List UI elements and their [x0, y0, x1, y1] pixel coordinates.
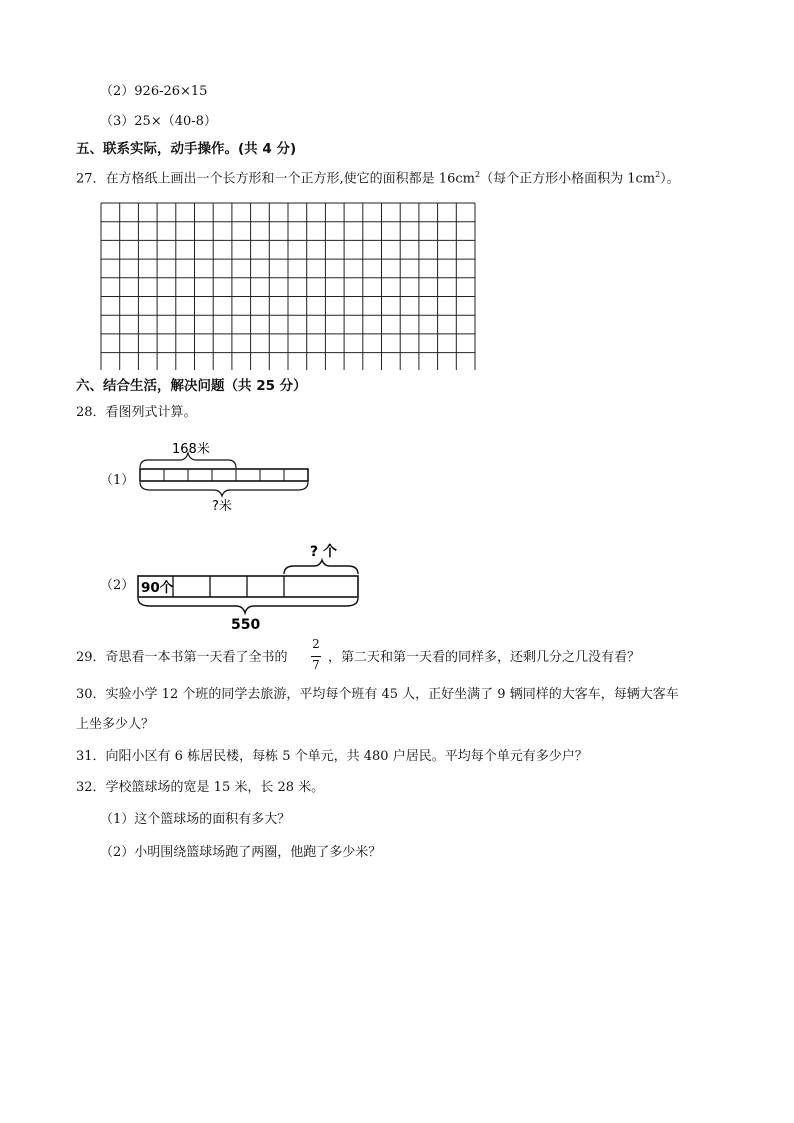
diagram-2-total: 550 — [231, 617, 261, 633]
question-27 — [76, 166, 680, 188]
diagram-2-top-brace — [284, 560, 358, 574]
superscript-2: 2 — [474, 170, 481, 179]
diagram-2-first-cell: 90个 — [141, 580, 174, 596]
question-31: 31．向阳小区有 6 栋居民楼，每栋 5 个单元，共 480 户居民。平均每个单元有多少户？ — [76, 749, 588, 764]
question-27-end: ）。 — [660, 171, 680, 187]
fraction-denominator: 7 — [312, 658, 320, 672]
question-30-line-2: 上坐多少人？ — [76, 717, 155, 732]
question-28: 28．看图列式计算。 — [76, 405, 197, 420]
calc-item-2: （2）926-26×15 — [100, 84, 208, 99]
diagram-2-bottom-brace — [138, 598, 358, 613]
question-30-line-1: 30．实验小学 12 个班的同学去旅游，平均每个班有 45 人，正好坐满了 9 辆同样的大客车，每辆大客车 — [76, 687, 679, 702]
section-5-heading: 五、联系实际，动手操作。(共 4 分) — [76, 141, 297, 157]
question-32: 32．学校篮球场的宽是 15 米，长 28 米。 — [76, 780, 325, 795]
question-32-part-2: （2）小明围绕篮球场跑了两圈，他跑了多少米？ — [100, 845, 382, 860]
question-32-part-1: （1）这个篮球场的面积有多大？ — [100, 812, 291, 827]
fraction-bar — [311, 656, 321, 657]
question-29-text: 29．奇思看一本书第一天看了全书的 — [76, 650, 288, 665]
question-27-note: （每个正方形小格面积为 1cm — [480, 171, 656, 187]
diagram-1-bottom-value: ?米 — [212, 499, 232, 514]
calc-item-3: （3）25×（40-8） — [100, 114, 217, 129]
line-segment-diagram-1 — [130, 436, 320, 516]
diagram-1-bar — [140, 469, 308, 481]
diagram-2-label: （2） — [100, 578, 135, 593]
diagram-2-top-value: ? 个 — [310, 544, 337, 560]
fraction-numerator: 2 — [312, 637, 320, 651]
diagram-1-bottom-brace — [140, 482, 308, 496]
superscript-2b: 2 — [655, 170, 661, 179]
section-6-heading: 六、结合生活，解决问题（共 25 分） — [76, 378, 307, 394]
diagram-1-top-value: 168米 — [172, 442, 210, 457]
diagram-1-label: （1） — [100, 473, 135, 488]
question-27-text: 27．在方格纸上画出一个长方形和一个正方形,使它的面积都是 16cm — [76, 171, 475, 187]
line-segment-diagram-2 — [128, 538, 368, 634]
question-29-rest: ，第二天和第一天看的同样多，还剩几分之几没有看？ — [328, 650, 641, 665]
square-grid-paper[interactable] — [100, 202, 478, 370]
